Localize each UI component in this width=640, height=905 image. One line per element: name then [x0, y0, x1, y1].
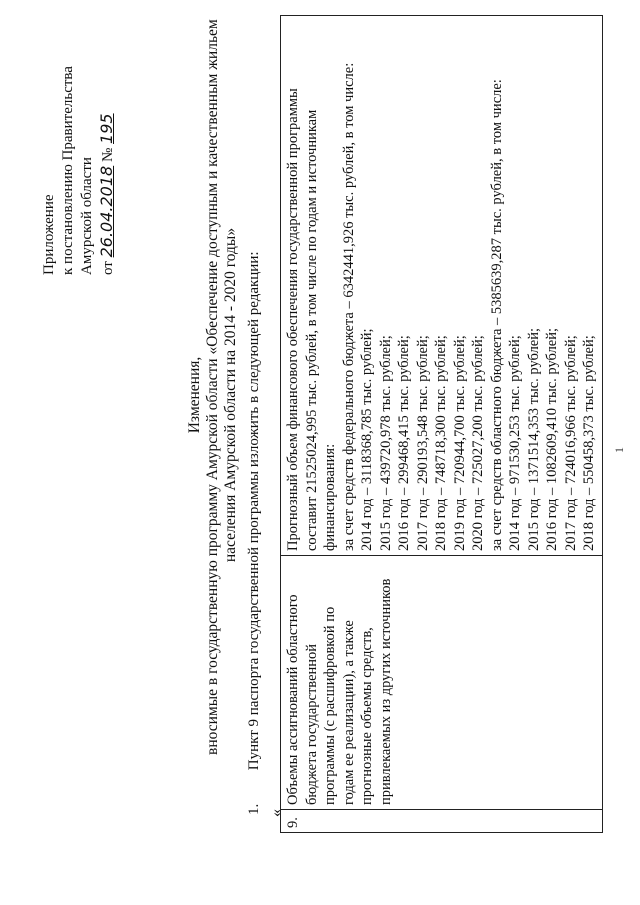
title-line-3: населения Амурской области на 2014 - 2020 годы»	[222, 227, 239, 563]
content-line: за счет средств федерального бюджета – 6342441,926 тыс. рублей, в том числе:	[340, 62, 357, 551]
row-number: 9.	[285, 817, 301, 828]
handwritten-number: 195	[97, 113, 116, 144]
heading-line: годам ее реализации), а также	[340, 620, 357, 805]
heading-line: прогнозные объемы средств,	[359, 627, 375, 805]
heading-line: программы (с расшифровкой по	[322, 606, 338, 805]
title-line-2: вносимые в государственную программу Амурской области «Обеспечение доступным и качественным жильем	[204, 19, 221, 755]
page-number: 1	[612, 447, 626, 453]
table-row	[281, 16, 603, 833]
document-title	[186, 19, 240, 755]
number-prefix: №	[100, 147, 116, 163]
content-line: за счет средств областного бюджета – 5385639,287 тыс. рублей, в том числе:	[488, 79, 505, 551]
appendix-date-line	[97, 66, 118, 275]
title-line-1: Изменения,	[186, 356, 203, 434]
content-line: составит 21525024,995 тыс. рублей, в том числе по годам и источникам	[303, 109, 320, 551]
appendix-decree-line: к постановлению Правительства	[60, 66, 76, 275]
content-line: 2017 год – 290193,548 тыс. рублей;	[414, 335, 431, 551]
content-line: 2020 год – 725027,200 тыс. рублей;	[470, 335, 486, 551]
date-prefix: от	[100, 261, 116, 275]
item-1	[246, 251, 263, 815]
content-cell	[281, 16, 603, 556]
appendix-header	[40, 66, 118, 275]
content-line: 2014 год – 971530,253 тыс. рублей;	[507, 335, 523, 551]
item-1-number: 1.	[246, 803, 262, 815]
heading-line: бюджета государственной	[303, 643, 320, 805]
content-line: 2019 год – 720944,700 тыс. рублей;	[451, 335, 468, 551]
heading-line: привлекаемых из других источников	[377, 578, 394, 805]
content-line: 2014 год – 3118368,785 тыс. рублей;	[359, 328, 375, 551]
content-line: 2017 год – 724016,966 тыс. рублей;	[562, 335, 579, 551]
content-line: 2016 год – 1082609,410 тыс. рублей;	[544, 327, 560, 551]
content-line: Прогнозный объем финансового обеспечения государственной программы	[285, 88, 301, 551]
heading-line: Объемы ассигнований областного	[285, 594, 301, 805]
content-line: 2018 год – 748718,300 тыс. рублей;	[433, 335, 449, 551]
passport-table	[280, 15, 603, 833]
open-quote: «	[268, 809, 285, 817]
item-1-text: Пункт 9 паспорта государственной программы изложить в следующей редакции:	[246, 251, 262, 771]
row-number-cell	[281, 810, 603, 833]
content-line: 2015 год – 1371514,353 тыс. рублей;	[525, 327, 542, 551]
heading-cell	[281, 556, 603, 810]
content-line: 2016 год – 299468,415 тыс. рублей;	[396, 335, 412, 551]
handwritten-date: 26.04.2018	[97, 165, 116, 258]
appendix-region-line: Амурской области	[79, 157, 95, 275]
content-line: 2018 год – 550458,373 тыс. рублей;	[581, 335, 597, 551]
appendix-title: Приложение	[41, 194, 57, 275]
content-line: финансирования:	[322, 443, 338, 551]
content-line: 2015 год – 439720,978 тыс. рублей;	[377, 335, 394, 551]
